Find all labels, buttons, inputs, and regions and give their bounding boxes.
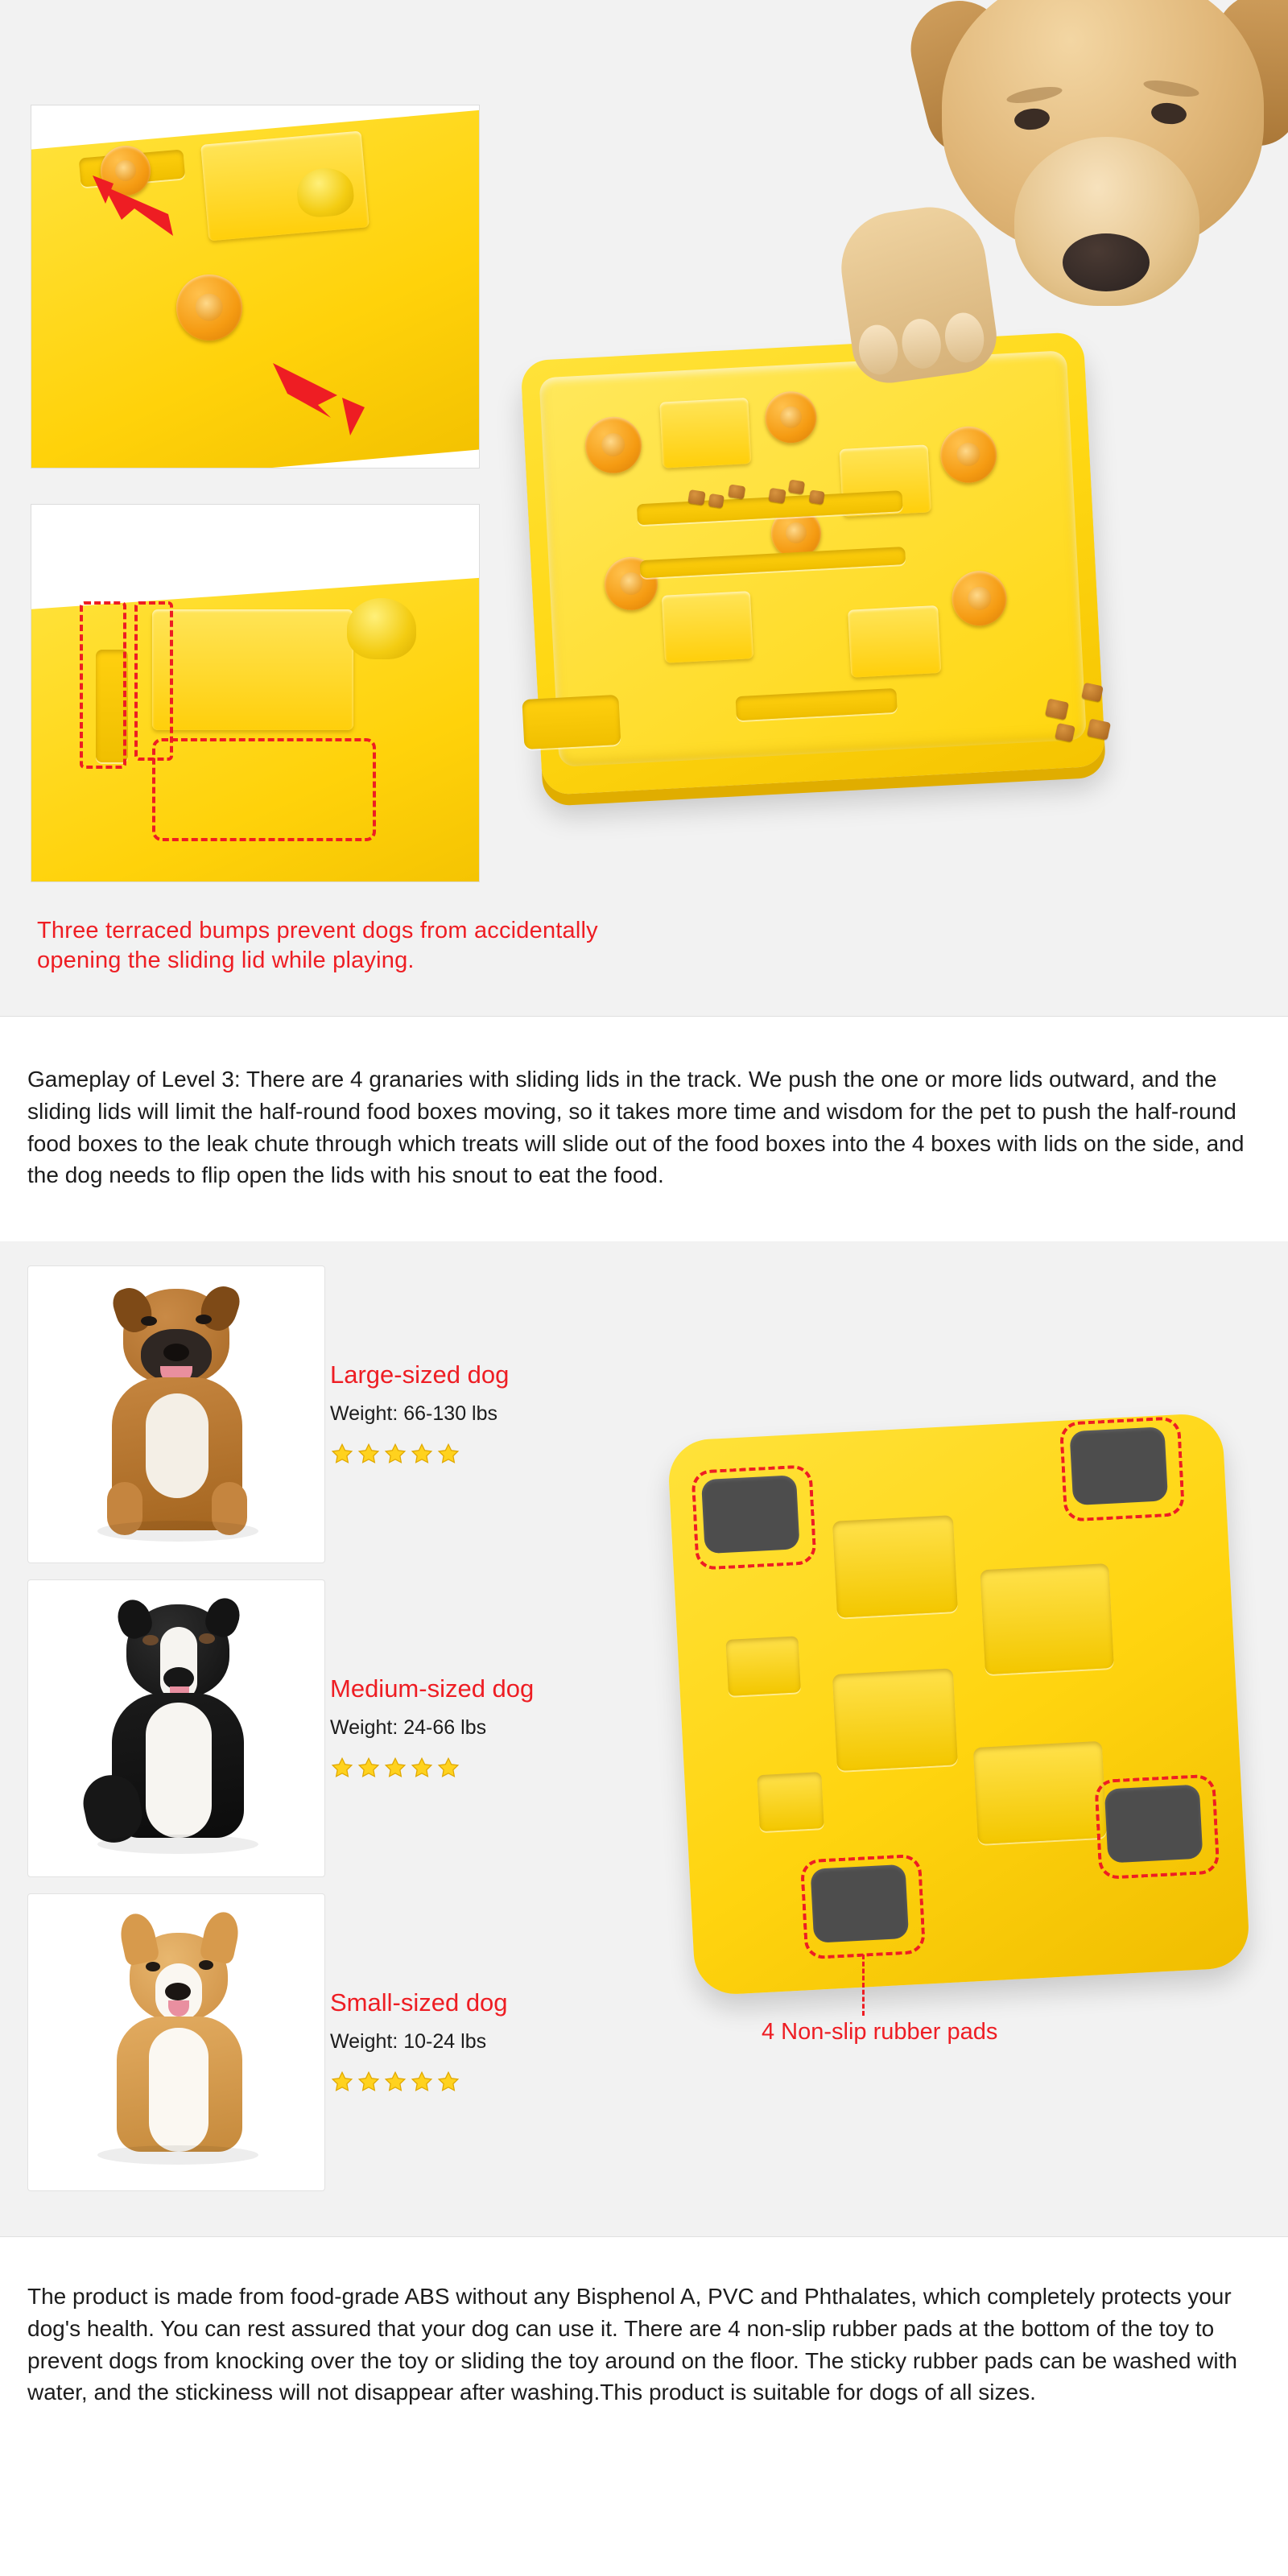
kibble <box>1055 723 1075 742</box>
rubber-pad-highlight <box>691 1464 816 1571</box>
rubber-pad-highlight <box>1094 1773 1220 1880</box>
rubber-pad-leader-line <box>862 1955 865 2016</box>
star-icon <box>410 2070 434 2094</box>
star-icon <box>357 1442 381 1466</box>
highlight-dashed-region <box>134 601 173 761</box>
sliding-lid <box>659 398 751 469</box>
dog-size-title: Medium-sized dog <box>330 1674 535 1703</box>
dog-head-illustration <box>894 0 1288 346</box>
star-icon <box>383 1756 407 1780</box>
kibble <box>708 493 724 509</box>
star-icon <box>410 1442 434 1466</box>
star-icon <box>330 2070 354 2094</box>
small-dog-photo <box>27 1893 325 2191</box>
inset-b-art <box>31 505 479 881</box>
underside-rib <box>832 1668 958 1771</box>
rubber-pad-highlight <box>800 1854 926 1960</box>
feature-caption-line-1: Three terraced bumps prevent dogs from accidentally <box>37 918 598 943</box>
kibble <box>788 480 805 495</box>
feature-section <box>0 0 1288 1016</box>
rubber-pad-caption: 4 Non-slip rubber pads <box>762 2019 998 2045</box>
sliding-lid <box>848 605 941 678</box>
dog-paw <box>834 200 1001 387</box>
star-icon <box>330 1442 354 1466</box>
material-section <box>0 2237 1288 2463</box>
star-icon <box>383 2070 407 2094</box>
toy-underside-body <box>667 1412 1250 1996</box>
inset-arrows-photo <box>31 105 480 469</box>
feature-caption-line-2: opening the sliding lid while playing. <box>37 947 415 974</box>
kibble <box>809 489 825 505</box>
underside-rib <box>980 1563 1114 1674</box>
dog-toe <box>899 316 944 371</box>
star-icon <box>383 1442 407 1466</box>
toy-underside-photo <box>633 1378 1269 2079</box>
puzzle-toy-illustration <box>520 332 1105 795</box>
star-icon <box>436 2070 460 2094</box>
dog-size-section <box>0 1241 1288 2236</box>
feature-caption <box>37 916 890 976</box>
dog-photo-card-list <box>27 1265 349 2207</box>
dog-nose <box>1063 233 1150 291</box>
dog-size-title: Small-sized dog <box>330 1988 508 2017</box>
kibble <box>768 488 786 504</box>
sliding-lid <box>662 591 753 663</box>
pull-tab <box>522 695 621 749</box>
kibble <box>687 489 705 506</box>
underside-rib <box>832 1515 958 1618</box>
dog-size-weight: Weight: 66-130 lbs <box>330 1402 497 1425</box>
large-dog-photo <box>27 1265 325 1563</box>
sliding-lid-closeup-2 <box>152 609 353 730</box>
star-icon <box>436 1442 460 1466</box>
inset-dashed-photo <box>31 504 480 882</box>
star-icon <box>357 1756 381 1780</box>
underside-rib <box>757 1772 824 1831</box>
gameplay-paragraph: Gameplay of Level 3: There are 4 granaries with sliding lids in the track. We push the one or more lids outward, and the sliding lids will limit the half-round food boxes moving, so it takes more time and wisdom for the pet to push the half-round food boxes to the leak chute through which treats will slide out of the food boxes into the 4 boxes with lids on the side, and the dog needs to flip open the lids with his snout to eat the food. <box>27 1067 1245 1188</box>
rubber-pad-highlight <box>1059 1416 1185 1522</box>
dog-toe <box>856 322 901 377</box>
star-icon <box>357 2070 381 2094</box>
underside-rib <box>725 1636 801 1696</box>
underside-rib <box>973 1741 1107 1844</box>
star-icon <box>436 1756 460 1780</box>
highlight-dashed-region <box>80 601 126 769</box>
medium-dog-photo <box>27 1579 325 1877</box>
dog-size-weight: Weight: 24-66 lbs <box>330 1716 487 1739</box>
gameplay-section <box>0 1017 1288 1241</box>
red-arrow-icons <box>31 105 479 468</box>
dog-size-weight: Weight: 10-24 lbs <box>330 2030 487 2053</box>
hero-image <box>483 0 1288 902</box>
inset-a-art <box>31 105 479 468</box>
kibble <box>728 484 745 499</box>
dog-size-title: Large-sized dog <box>330 1360 510 1389</box>
material-paragraph: The product is made from food-grade ABS without any Bisphenol A, PVC and Phthalates, which completely protects your dog's health. You can rest assured that your dog can use it. There are 4 non-slip rubber pads at the bottom of the toy to prevent dogs from knocking over the toy or sliding the toy around on the floor. The sticky rubber pads can be washed with water, and the stickiness will not disappear after washing.This product is suitable for dogs of all sizes. <box>27 2284 1238 2405</box>
star-icon <box>330 1756 354 1780</box>
highlight-dashed-region <box>152 738 376 841</box>
dog-toe <box>942 310 987 365</box>
terraced-bump <box>347 598 416 659</box>
star-icon <box>410 1756 434 1780</box>
